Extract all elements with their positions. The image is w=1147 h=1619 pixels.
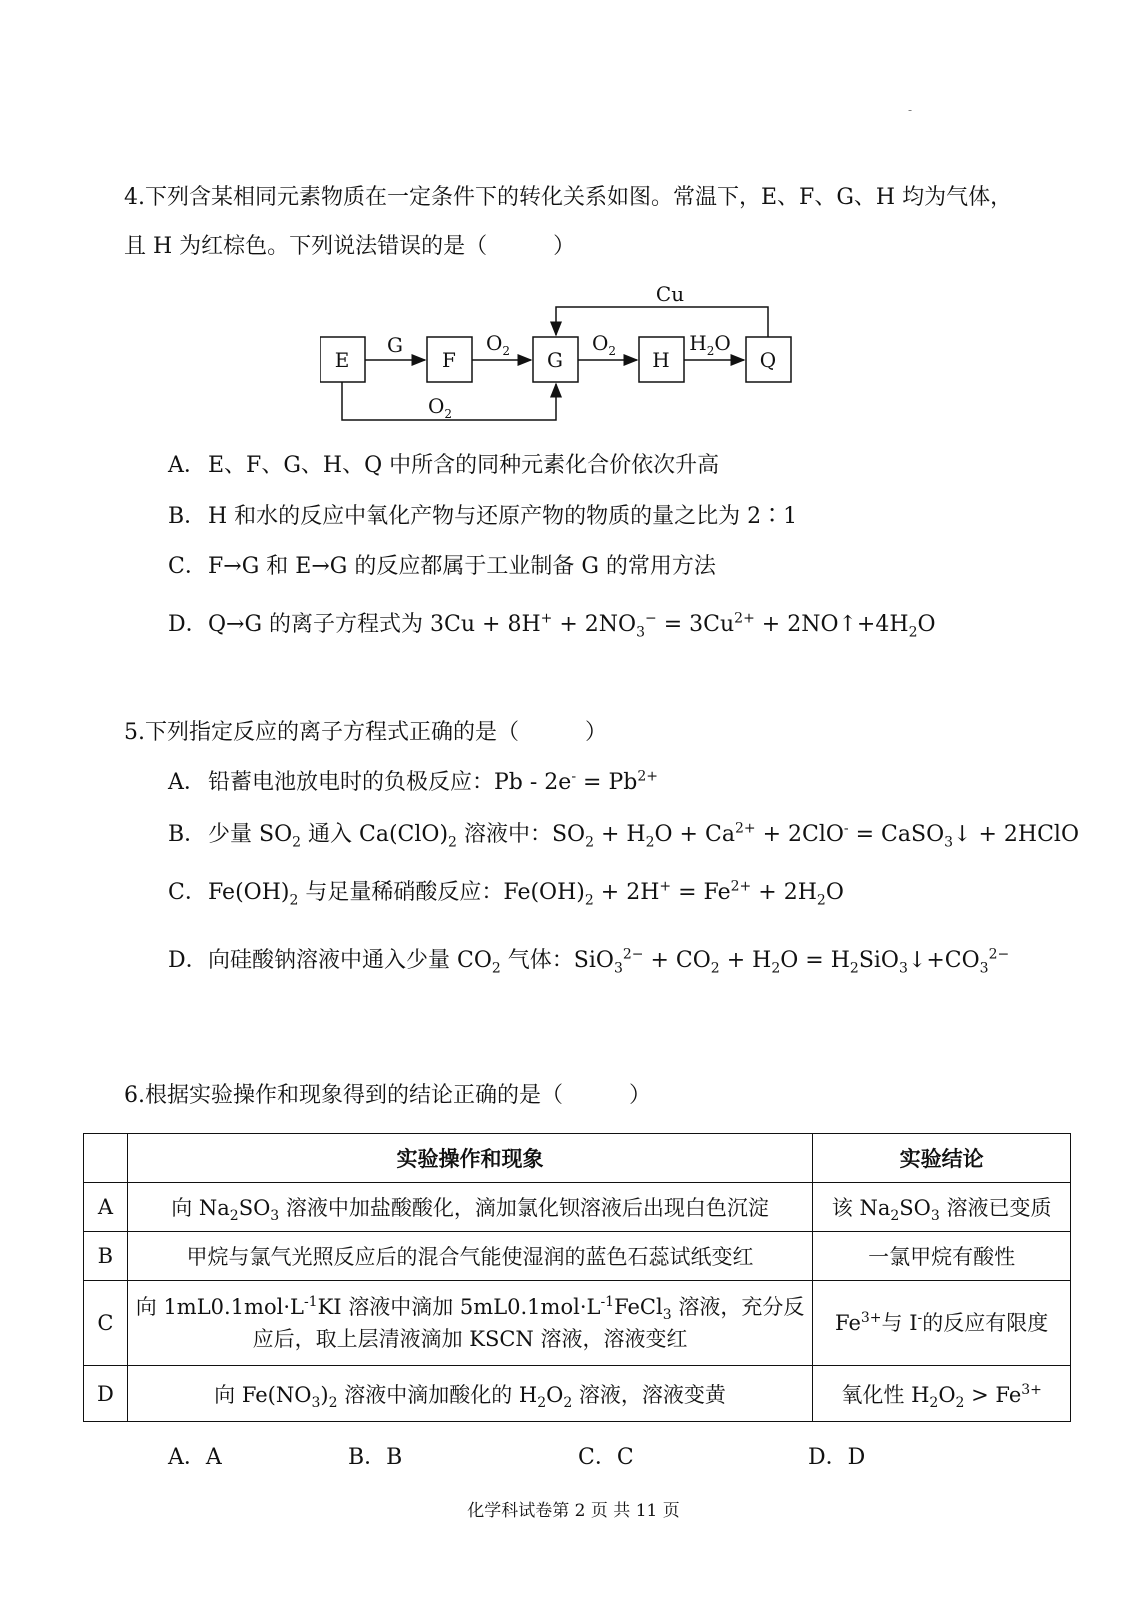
table-row-c: [84, 1281, 1071, 1366]
answer-d: D．D: [808, 1445, 866, 1470]
row-letter: B: [84, 1232, 128, 1281]
table-row-d: [84, 1366, 1071, 1422]
node-h: H: [652, 348, 670, 372]
corner-mark: -: [908, 103, 913, 117]
page-footer: 化学科试卷第 2 页 共 11 页: [467, 1501, 680, 1521]
q4-option-b: B．H 和水的反应中氧化产物与还原产物的物质的量之比为 2∶1: [168, 504, 798, 529]
answer-b: B．B: [348, 1445, 403, 1470]
q5-option-a: A．铅蓄电池放电时的负极反应：$Pb - 2e^- = Pb^{2+}$: [168, 768, 659, 795]
q5-option-b: B．少量 $SO_2$ 通入 $Ca(ClO)_2$ 溶液中：$SO_2 + H_2O + Ca^{2+} + 2ClO^-$ = CaSO$_3$↓ + 2HClO: [168, 820, 1079, 851]
row-operation: 向 $Na_2SO_3$ 溶液中加盐酸酸化，滴加氯化钡溶液后出现白色沉淀: [127, 1183, 813, 1232]
node-e: E: [334, 348, 350, 372]
row-operation: 向 $1mL0.1mol\cdot L^{-1}KI$ 溶液中滴加 $5mL0.1mol\cdot L^{-1}FeCl_3$ 溶液，充分反 应后，取上层清液滴加 KSCN 溶液，溶液变红: [127, 1281, 813, 1366]
node-f: F: [442, 348, 456, 372]
answer-a: A．A: [168, 1445, 222, 1470]
arrow-q-g: [556, 307, 768, 337]
q5-option-c: C．$Fe(OH)_2$ 与足量稀硝酸反应：$Fe(OH)_2 + 2H^+ = Fe^{2+} + 2H_2O$: [168, 878, 844, 909]
row-operation: 甲烷与氯气光照反应后的混合气能使湿润的蓝色石蕊试纸变红: [127, 1232, 813, 1281]
row-letter: C: [84, 1281, 128, 1366]
label-o2-gh: $O_2$: [591, 331, 617, 358]
q5-stem: 5.下列指定反应的离子方程式正确的是（ ）: [124, 720, 607, 745]
q4-option-d: D．Q→G 的离子方程式为 $3Cu + 8H^+ + 2NO_3^- = 3Cu^{2+}$ + $2NO↑+4H_2O$: [168, 610, 936, 641]
answer-c: C．C: [578, 1445, 634, 1470]
q4-stem-line1: 4.下列含某相同元素物质在一定条件下的转化关系如图。常温下，E、F、G、H 均为气体，: [124, 185, 1013, 210]
row-operation: 向 $Fe(NO_3)_2$ 溶液中滴加酸化的 $H_2O_2$ 溶液，溶液变黄: [127, 1366, 813, 1422]
row-conclusion: 该 $Na_2SO_3$ 溶液已变质: [813, 1183, 1071, 1232]
q5-option-d: D．向硅酸钠溶液中通入少量 $CO_2$ 气体：$SiO_3^{2-} + CO_2 + H_2O$ = $H_2SiO_3↓+CO_3^{2-}$: [168, 946, 1010, 977]
conversion-diagram: [320, 285, 800, 425]
q4-option-c: C．F→G 和 E→G 的反应都属于工业制备 G 的常用方法: [168, 554, 716, 579]
row-letter: A: [84, 1183, 128, 1232]
experiment-table: [83, 1133, 1071, 1422]
node-q: Q: [759, 348, 777, 372]
q6-stem: 6.根据实验操作和现象得到的结论正确的是（ ）: [124, 1083, 651, 1108]
table-row-b: [84, 1232, 1071, 1281]
row-conclusion: $Fe^{3+}$与 I-的反应有限度: [813, 1281, 1071, 1366]
q4-stem-line2: 且 H 为红棕色。下列说法错误的是（ ）: [124, 234, 576, 259]
row-letter: D: [84, 1366, 128, 1422]
header-blank: [84, 1134, 128, 1183]
q4-option-a: A．E、F、G、H、Q 中所含的同种元素化合价依次升高: [168, 453, 720, 478]
row-conclusion: 氧化性 $H_2O_2 > Fe^{3+}$: [813, 1366, 1071, 1422]
row-conclusion: 一氯甲烷有酸性: [813, 1232, 1071, 1281]
label-o2-fg: $O_2$: [485, 331, 511, 358]
label-g: G: [387, 333, 403, 357]
table-header-row: [84, 1134, 1071, 1183]
label-o2-eg: $O_2$: [427, 394, 453, 421]
label-cu: Cu: [655, 285, 685, 306]
label-h2o: $H_2O$: [689, 331, 731, 358]
table-row-a: [84, 1183, 1071, 1232]
node-g: G: [547, 348, 563, 372]
header-operation: 实验操作和现象: [127, 1134, 813, 1183]
header-conclusion: 实验结论: [813, 1134, 1071, 1183]
